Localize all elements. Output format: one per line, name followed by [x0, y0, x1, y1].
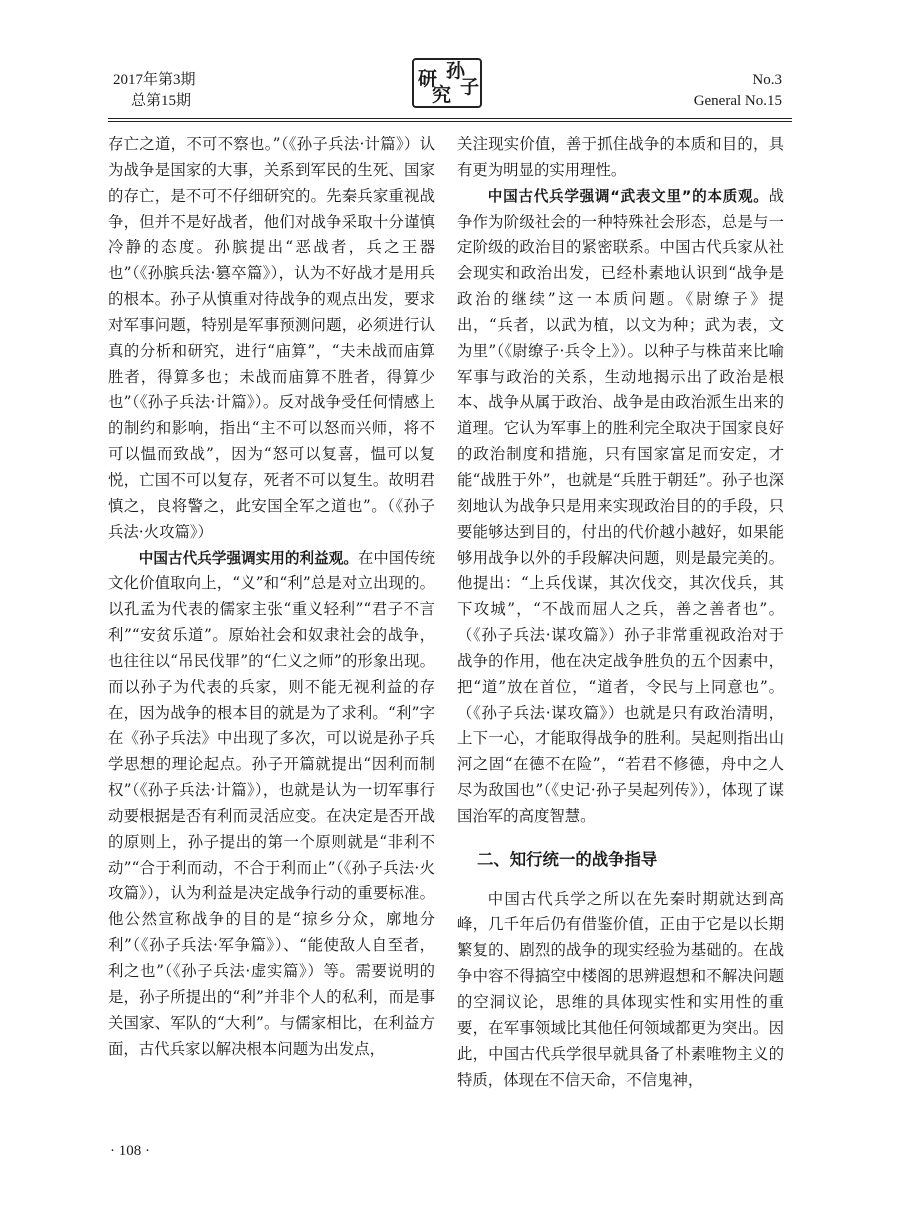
- body-paragraph: [457, 184, 784, 830]
- logo-char: 孙: [446, 60, 466, 82]
- paragraph-lead: 中国古代兵学强调实用的利益观。: [138, 549, 358, 567]
- running-header: [0, 0, 900, 125]
- section-heading: 二、知行统一的战争指导: [477, 849, 658, 869]
- issue-total-number: 总第15期: [131, 93, 192, 109]
- logo-char: 研: [418, 68, 438, 90]
- journal-logo: [412, 58, 482, 108]
- issue-info-en: [694, 70, 782, 112]
- logo-char: 子: [460, 76, 480, 98]
- page-number: · 108 ·: [110, 1143, 150, 1159]
- paragraph-lead: 中国古代兵学强调“武表文里”的本质观。: [487, 187, 769, 205]
- issue-year-number: 2017年第3期: [113, 72, 196, 88]
- paragraph-text: 战争作为阶级社会的一种特殊社会形态，总是与一定阶级的政治目的紧密联系。中国古代兵家从社会现实和政治出发，已经朴素地认识到“战争是政治的继续”这一本质问题。《尉缭子》提出，“兵者，以武为植，以文为种；武为表，文为里”（《尉缭子·兵令上》）。以种子与株苗来比喻军事与政治的关系，生动地揭示出了政治是根本、战争从属于政治、战争是由政治派生出来的道理。它认为军事上的胜利完全取决于国家良好的政治制度和措施，只有国家富足而安定，才能“战胜于外”，也就是“兵胜于朝廷”。孙子也深刻地认为战争只是用来实现政治目的的手段，只要能够达到目的，付出的代价越小越好，如果能够用战争以外的手段解决问题，则是最完美的。他提出：“上兵伐谋，其次伐交，其次伐兵，其下攻城”，“不战而屈人之兵，善之善者也”。（《孙子兵法·谋攻篇》）孙子非常重视政治对于战争的作用，他在决定战争胜负的五个因素中，把“道”放在首位，“道者，令民与上同意也”。（《孙子兵法·谋攻篇》）也就是只有政治清明，上下一心，才能取得战争的胜利。吴起则指出山河之固“在德不在险”，“若君不修德，舟中之人尽为敌国也”（《史记·孙子吴起列传》），体现了谋国治军的高度智慧。: [457, 186, 784, 825]
- body-paragraph: 中国古代兵学之所以在先秦时期就达到高峰，几千年后仍有借鉴价值，正由于它是以长期繁复的、剧烈的战争的现实经验为基础的。在战争中容不得搞空中楼阁的思辨遐想和不解决问题的空洞议论，思维的具体现实性和实用性的重要，在军事领域比其他任何领域都更为突出。因此，中国古代兵学很早就具备了朴素唯物主义的特质，体现在不信天命，不信鬼神，: [457, 889, 784, 1089]
- left-column: [108, 132, 435, 1062]
- body-paragraph: 关注现实价值，善于抓住战争的本质和目的，具有更为明显的实用理性。: [457, 135, 784, 179]
- issue-info-cn: [113, 70, 196, 112]
- body-paragraph: 存亡之道，不可不察也。”（《孙子兵法·计篇》）认为战争是国家的大事，关系到军民的生死、国家的存亡，是不可不仔细研究的。先秦兵家重视战争，但并不是好战者，他们对战争采取十分谨慎冷静的态度。孙膑提出“恶战者，兵之王器也”（《孙膑兵法·篡卒篇》），认为不好战才是用兵的根本。孙子从慎重对待战争的观点出发，要求对军事问题，特别是军事预测问题，必须进行认真的分析和研究，进行“庙算”，“夫未战而庙算胜者，得算多也；未战而庙算不胜者，得算少也”（《孙子兵法·计篇》）。反对战争受任何情感上的制约和影响，指出“主不可以怒而兴师，将不可以愠而致战”，因为“怒可以复喜，愠可以复悦，亡国不可以复存，死者不可以复生。故明君慎之，良将警之，此安国全军之道也”。（《孙子兵法·火攻篇》）: [108, 135, 435, 541]
- paragraph-text: 在中国传统文化价值取向上，“义”和“利”总是对立出现的。以孔孟为代表的儒家主张“重义轻利”“君子不言利”“安贫乐道”。原始社会和奴隶社会的战争，也往往以“吊民伐罪”的“仁义之师”的形象出现。而以孙子为代表的兵家，则不能无视利益的存在，因为战争的根本目的就是为了求利。“利”字在《孙子兵法》中出现了多次，可以说是孙子兵学思想的理论起点。孙子开篇就提出“因利而制权”（《孙子兵法·计篇》），也就是认为一切军事行动要根据是否有利而灵活应变。在决定是否开战的原则上，孙子提出的第一个原则就是“非利不动”“合于利而动，不合于利而止”（《孙子兵法·火攻篇》），认为利益是决定战争行动的重要标准。他公然宣称战争的目的是“掠乡分众，廓地分利”（《孙子兵法·军争篇》）、“能使敌人自至者，利之也”（《孙子兵法·虚实篇》）等。需要说明的是，孙子所提出的“利”并非个人的私利，而是事关国家、军队的“大利”。与儒家相比，在利益方面，古代兵家以解决根本问题为出发点，: [108, 548, 435, 1058]
- issue-number-en: No.3: [752, 72, 782, 88]
- body-paragraph: [108, 546, 435, 1063]
- header-rule: [108, 121, 792, 122]
- header-rule: [108, 118, 792, 119]
- right-column: [457, 132, 784, 1093]
- logo-char: 究: [432, 84, 452, 106]
- general-number-en: General No.15: [693, 93, 782, 109]
